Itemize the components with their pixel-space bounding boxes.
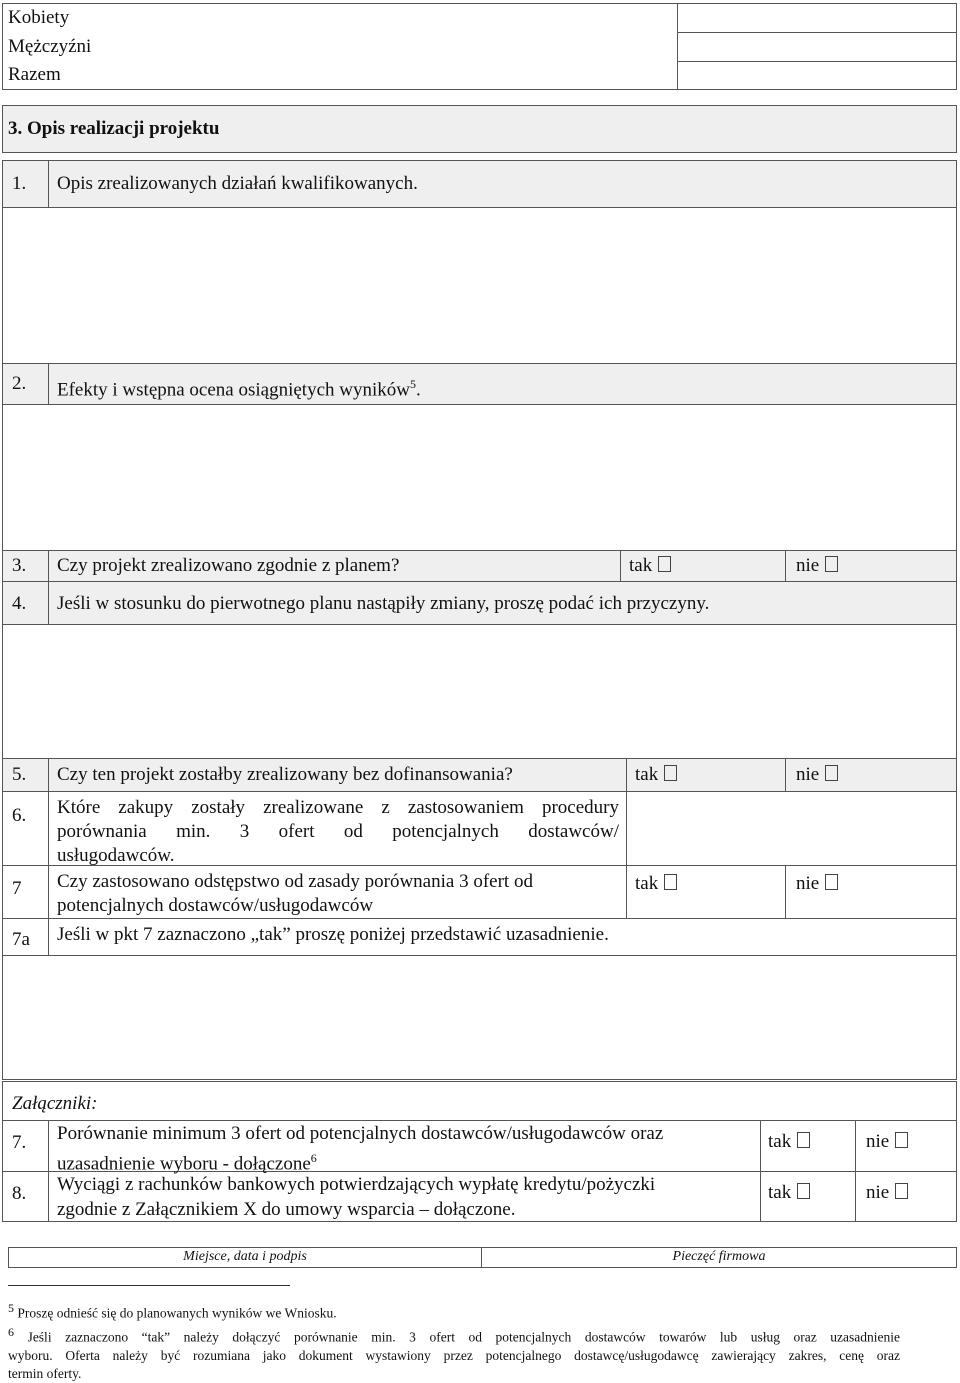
attachment-7-no-option[interactable] [866,1130,908,1154]
q6-line3: usługodawców. [57,845,175,866]
divider [48,363,49,405]
q2-text [57,372,421,402]
q4-number: 4. [12,593,27,614]
divider [48,160,49,208]
q1-answer-area[interactable] [2,207,957,364]
q3-number: 3. [12,555,27,576]
attachment-8-line2: zgodnie z Załącznikiem X do umowy wsparcia – dołączone. [57,1199,516,1220]
divider [760,1120,761,1222]
divider [626,865,627,919]
signature-place-label: Miejsce, data i podpis [183,1249,307,1264]
q3-yes-checkbox[interactable] [658,556,671,572]
footnote-5-mark: 5 [8,1301,14,1315]
footnote-separator [8,1285,290,1286]
q7a-number: 7a [12,929,30,950]
divider [785,550,786,582]
row-total: Razem [8,64,61,85]
q7-no-checkbox[interactable] [825,874,838,890]
attachment-8-yes-checkbox[interactable] [797,1183,810,1199]
section-title: 3. Opis realizacji projektu [8,118,220,139]
footnote-5 [8,1299,337,1323]
footnote-6-line3: termin oferty. [8,1365,82,1381]
divider [48,1120,49,1222]
q5-no-label: nie [796,764,820,785]
q5-yes-checkbox[interactable] [664,765,677,781]
divider [620,550,621,582]
divider [2,1120,957,1121]
q7-line2: potencjalnych dostawców/usługodawców [57,895,374,916]
q5-yes-label: tak [635,764,659,785]
q4-answer-area[interactable] [2,624,957,759]
row-women: Kobiety [8,7,70,28]
attachment-8-no-option[interactable] [866,1181,908,1205]
top-table-right [677,3,957,90]
footnote-6-line1 [8,1323,900,1347]
q3-yes-option[interactable] [629,554,671,578]
attachment-7-no-checkbox[interactable] [895,1132,908,1148]
q7-no-label: nie [796,873,820,894]
footnote-6-mark: 6 [8,1325,14,1339]
q3-no-label: nie [796,555,820,576]
q3-text: Czy projekt zrealizowano zgodnie z planem? [57,555,400,576]
q6-number: 6. [12,805,27,826]
q5-no-checkbox[interactable] [825,765,838,781]
footnote-5-text: Proszę odnieść się do planowanych wyników we Wniosku. [17,1305,337,1321]
divider [626,758,627,792]
footnote-6 [8,1323,900,1383]
attachment-8-line1: Wyciągi z rachunków bankowych potwierdzających wypłatę kredytu/pożyczki [57,1174,656,1195]
divider [785,865,786,919]
q7a-text: Jeśli w pkt 7 zaznaczono „tak” proszę poniżej przedstawić uzasadnienie. [57,924,609,945]
q3-no-checkbox[interactable] [825,556,838,572]
q2-footnote-ref: 5 [409,377,416,391]
divider [48,865,49,919]
divider [48,550,49,582]
attachment-8-yes-option[interactable] [768,1181,810,1205]
q2-number: 2. [12,373,27,394]
q7-yes-option[interactable] [635,872,677,896]
q2-answer-area[interactable] [2,404,957,550]
q7a-answer-area[interactable] [2,956,957,1080]
attachment-7-no-label: nie [866,1131,890,1152]
attachment-7-yes-option[interactable] [768,1130,810,1154]
attachment-7-yes-label: tak [768,1131,792,1152]
q2-label: Efekty i wstępna ocena osiągniętych wyników [57,379,410,401]
q3-yes-label: tak [629,555,653,576]
attachment-8-number: 8. [12,1183,27,1204]
attachment-7-label: uzasadnienie wyboru - dołączone [57,1153,311,1175]
q6-answer-area[interactable] [627,792,956,865]
attachment-7-line2 [57,1146,317,1176]
q4-text: Jeśli w stosunku do pierwotnego planu nastąpiły zmiany, proszę podać ich przyczyny. [57,593,710,614]
q5-text: Czy ten projekt zostałby zrealizowany bez dofinansowania? [57,764,513,785]
top-table-left [2,3,678,90]
q1-text: Opis zrealizowanych działań kwalifikowanych. [57,173,418,194]
attachment-7-line1: Porównanie minimum 3 ofert od potencjalnych dostawców/usługodawców oraz [57,1123,664,1144]
q7-yes-checkbox[interactable] [664,874,677,890]
q5-number: 5. [12,764,27,785]
q7-number: 7 [12,878,22,899]
q5-no-option[interactable] [796,763,838,787]
attachment-8-yes-label: tak [768,1182,792,1203]
divider [677,32,957,33]
row-men: Mężczyźni [8,36,92,57]
q7-no-option[interactable] [796,872,838,896]
q5-yes-option[interactable] [635,763,677,787]
attachment-7-yes-checkbox[interactable] [797,1132,810,1148]
signature-stamp-label: Pieczęć firmowa [672,1249,766,1264]
attachment-8-no-checkbox[interactable] [895,1183,908,1199]
attachment-7-number: 7. [12,1132,27,1153]
divider [48,918,49,956]
attachments-heading: Załączniki: [12,1093,98,1114]
divider [48,758,49,792]
q7-yes-label: tak [635,873,659,894]
q1-number: 1. [12,173,27,194]
divider [785,758,786,792]
divider [855,1120,856,1222]
footnote-6-text: Jeśli zaznaczono “tak” należy dołączyć porównanie min. 3 ofert od potencjalnych dostawców towarów lub usług oraz uzasadnienie [27,1329,901,1345]
q7-line1: Czy zastosowano odstępstwo od zasady porównania 3 ofert od [57,871,533,892]
divider [48,791,49,866]
q3-no-option[interactable] [796,554,838,578]
footnote-6-line2: wyboru. Oferta należy być rozumiana jako dokument wystawiony przez potencjalnego dostawcę/usługodawcę zawierający zakres, cenę oraz [8,1347,900,1363]
q2-end: . [415,379,421,401]
attachment-7-footnote-ref: 6 [310,1151,317,1165]
attachment-8-no-label: nie [866,1182,890,1203]
divider [677,61,957,62]
q6-line1: Które zakupy zostały zrealizowane z zastosowaniem procedury [57,797,619,818]
q6-line2: porównania min. 3 ofert od potencjalnych dostawców/ [57,821,619,842]
divider [48,581,49,625]
